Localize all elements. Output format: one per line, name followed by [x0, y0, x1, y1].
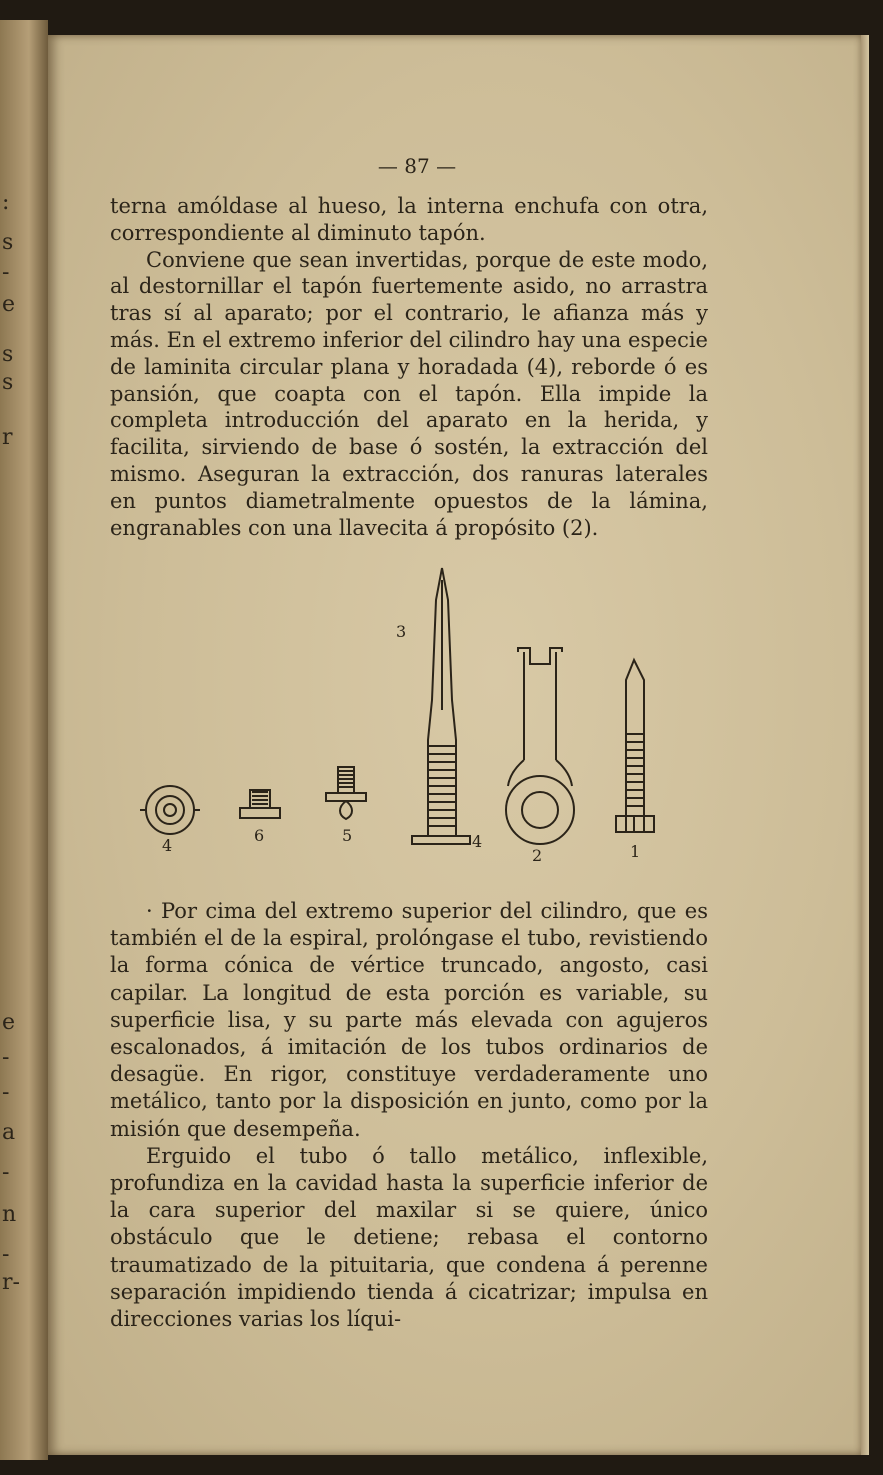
- margin-mark: a: [2, 1120, 16, 1145]
- page-edge: [861, 35, 869, 1455]
- figure-label-4: 4: [162, 836, 173, 855]
- figure-label-2: 2: [532, 846, 543, 865]
- paragraph: · Por cima del extremo superior del cilindro, que es también el de la espiral, prolóngase el tubo, revistiendo la forma cónica de vértice truncado, angosto, casi capilar. La longitud de esta porción es variable, su superficie lisa, y su parte más elevada con agujeros escalonados, á imitación de los tubos ordinarios de desagüe. En rigor, constituye verdaderamente uno metálico, tanto por la disposición en junto, como por la misión que desempeña.: [110, 899, 708, 1141]
- tube-drawing: [412, 568, 470, 844]
- margin-mark: n: [2, 1202, 17, 1227]
- page-number: — 87 —: [377, 154, 457, 178]
- figure-label-6: 6: [254, 826, 265, 845]
- margin-mark: -: [2, 1045, 10, 1070]
- margin-mark: -: [2, 1080, 10, 1105]
- instrument-illustration: [130, 560, 690, 880]
- margin-mark: -: [2, 1160, 10, 1185]
- margin-mark: :: [2, 190, 10, 215]
- plate-drawing: [140, 786, 200, 834]
- plug-drawing: [326, 767, 366, 819]
- figure-label-3: 3: [396, 622, 407, 641]
- figure-label-4b: 4: [472, 832, 483, 851]
- margin-mark: e: [2, 292, 16, 317]
- facing-page-marks: [0, 20, 20, 1460]
- margin-mark: s: [2, 342, 14, 367]
- text-block-top: [110, 193, 708, 541]
- figure-label-1: 1: [630, 842, 641, 861]
- instrument-drawing: [130, 560, 690, 880]
- cap-drawing: [240, 790, 280, 818]
- margin-mark: r: [2, 425, 13, 450]
- margin-mark: -: [2, 260, 10, 285]
- margin-mark: -: [2, 1242, 10, 1267]
- paragraph: Conviene que sean invertidas, porque de este modo, al destornillar el tapón fuertemente asido, no arrastra tras sí al aparato; por el contrario, le afianza más y más. En el extremo inferior del cilindro hay una especie de laminita circular plana y horadada (4), reborde ó es pansión, que coapta con el tapón. Ella impide la completa introducción del aparato en la herida, y facilita, sirviendo de base ó sostén, la extracción del mismo. Aseguran la extracción, dos ranuras laterales en puntos diametralmente opuestos de la lámina, engranables con una llavecita á propósito (2).: [110, 247, 708, 540]
- margin-mark: e: [2, 1010, 16, 1035]
- facing-page-edge: [0, 20, 48, 1460]
- paragraph: terna amóldase al hueso, la interna enchufa con otra, correspondiente al diminuto tapón.: [110, 194, 708, 245]
- paragraph: Erguido el tubo ó tallo metálico, inflexible, profundiza en la cavidad hasta la superficie inferior de la cara superior del maxilar si se quiere, único obstáculo que le detiene; rebasa el contorno traumatizado de la pituitaria, que condena á perenne separación impidiendo tienda á cicatrizar; impulsa en direcciones varias los líqui-: [110, 1143, 708, 1332]
- text-block-bottom: [110, 898, 708, 1333]
- screw-drawing: [616, 660, 654, 832]
- margin-mark: s: [2, 230, 14, 255]
- margin-mark: r-: [2, 1270, 20, 1295]
- figure-label-5: 5: [342, 826, 353, 845]
- key-drawing: [506, 648, 574, 844]
- margin-mark: s: [2, 370, 14, 395]
